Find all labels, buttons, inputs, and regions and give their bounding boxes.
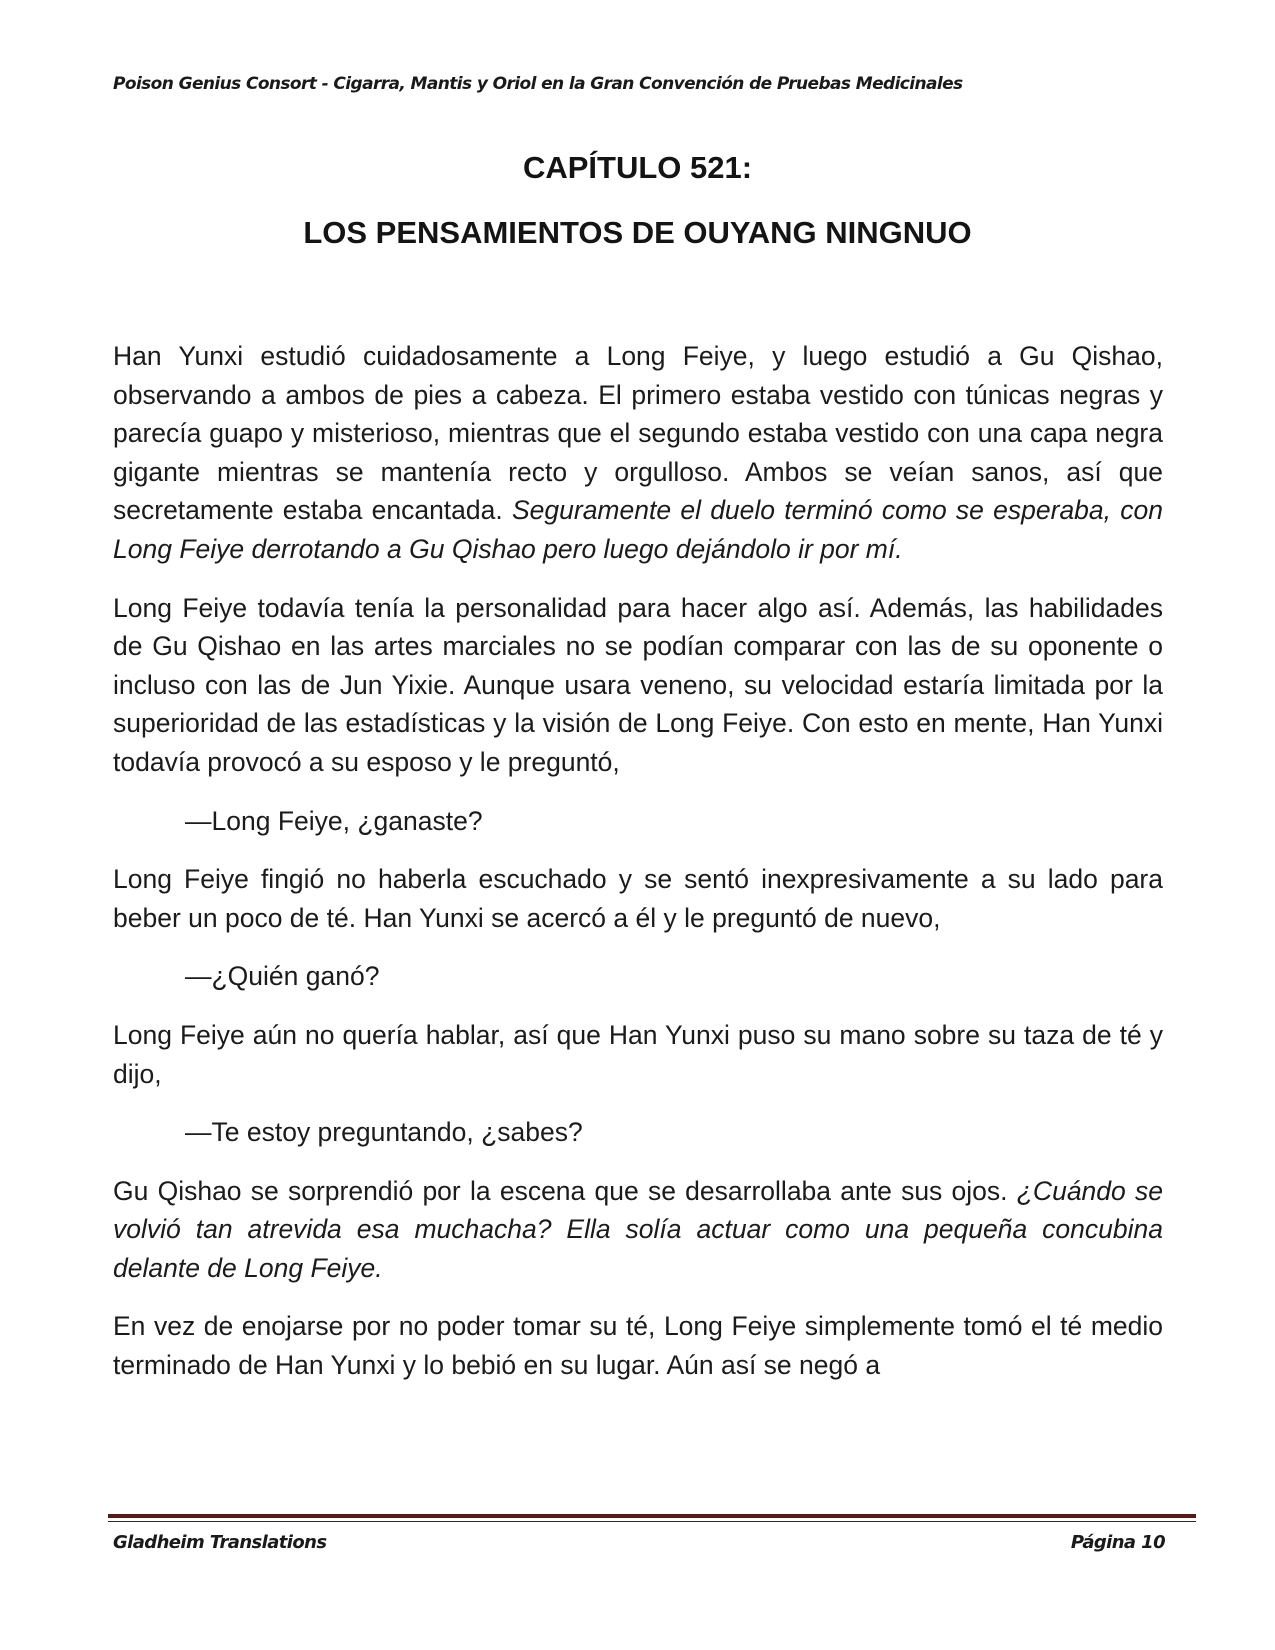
paragraph-text: Long Feiye aún no quería hablar, así que Han Yunxi puso su mano sobre su taza de té y dijo, [113,1019,1163,1089]
chapter-body [113,337,1163,1405]
paragraph [113,589,1163,782]
dialogue-line: —¿Quién ganó? [185,961,380,992]
dialogue-line: —Long Feiye, ¿ganaste? [185,805,483,836]
paragraph [113,337,1163,569]
footer-translator: Gladheim Translations [113,1532,327,1553]
paragraph-text: Long Feiye todavía tenía la personalidad para hacer algo así. Además, las habilidades de Gu Qishao en las artes marciales no se podían comparar con las de su oponente o incluso con las de Jun Yixie. Aunque usara veneno, su velocidad estaría limitada por la superioridad de las estadísticas y la visión de Long Feiye. Con esto en mente, Han Yunxi todavía provocó a su esposo y le preguntó, [113,592,1163,777]
chapter-title: LOS PENSAMIENTOS DE OUYANG NINGNUO [303,215,972,250]
paragraph-text: Gu Qishao se sorprendió por la escena que se desarrollaba ante sus ojos. [113,1175,1017,1206]
paragraph [113,1172,1163,1288]
chapter-number: CAPÍTULO 521: [522,150,753,185]
paragraph-text: Long Feiye fingió no haberla escuchado y se sentó inexpresivamente a su lado para beber un poco de té. Han Yunxi se acercó a él y le preguntó de nuevo, [113,864,1163,933]
paragraph-thought: ¿Cuándo se volvió tan atrevida esa muchacha? Ella solía actuar como una pequeña concubina delante de Long Feiye. [113,1175,1163,1283]
dialogue-line: —Te estoy preguntando, ¿sabes? [185,1117,583,1148]
paragraph-text: En vez de enojarse por no poder tomar su té, Long Feiye simplemente tomó el té medio terminado de Han Yunxi y lo bebió en su lugar. Aún así se negó a [113,1311,1163,1381]
running-header: Poison Genius Consort - Cigarra, Mantis y Oriol en la Gran Convención de Pruebas Medicinales [113,74,963,94]
footer-rule [108,1514,1196,1518]
paragraph [113,860,1163,937]
paragraph-thought: Seguramente el duelo terminó como se esperaba, con Long Feiye derrotando a Gu Qishao pero luego dejándolo ir por mí. [113,495,1163,564]
footer-rule-thin [108,1521,1196,1522]
paragraph-text: Han Yunxi estudió cuidadosamente a Long Feiye, y luego estudió a Gu Qishao, observando a ambos de pies a cabeza. El primero estaba vestido con túnicas negras y parecía guapo y misterioso, mientras que el segundo estaba vestido con una capa negra gigante mientras se mantenía recto y orgulloso. Ambos se veían sanos, así que secretamente estaba encantada. [113,341,1163,526]
paragraph [113,1307,1163,1384]
footer-page-number: Página 10 [1070,1532,1165,1553]
paragraph [113,1016,1163,1093]
